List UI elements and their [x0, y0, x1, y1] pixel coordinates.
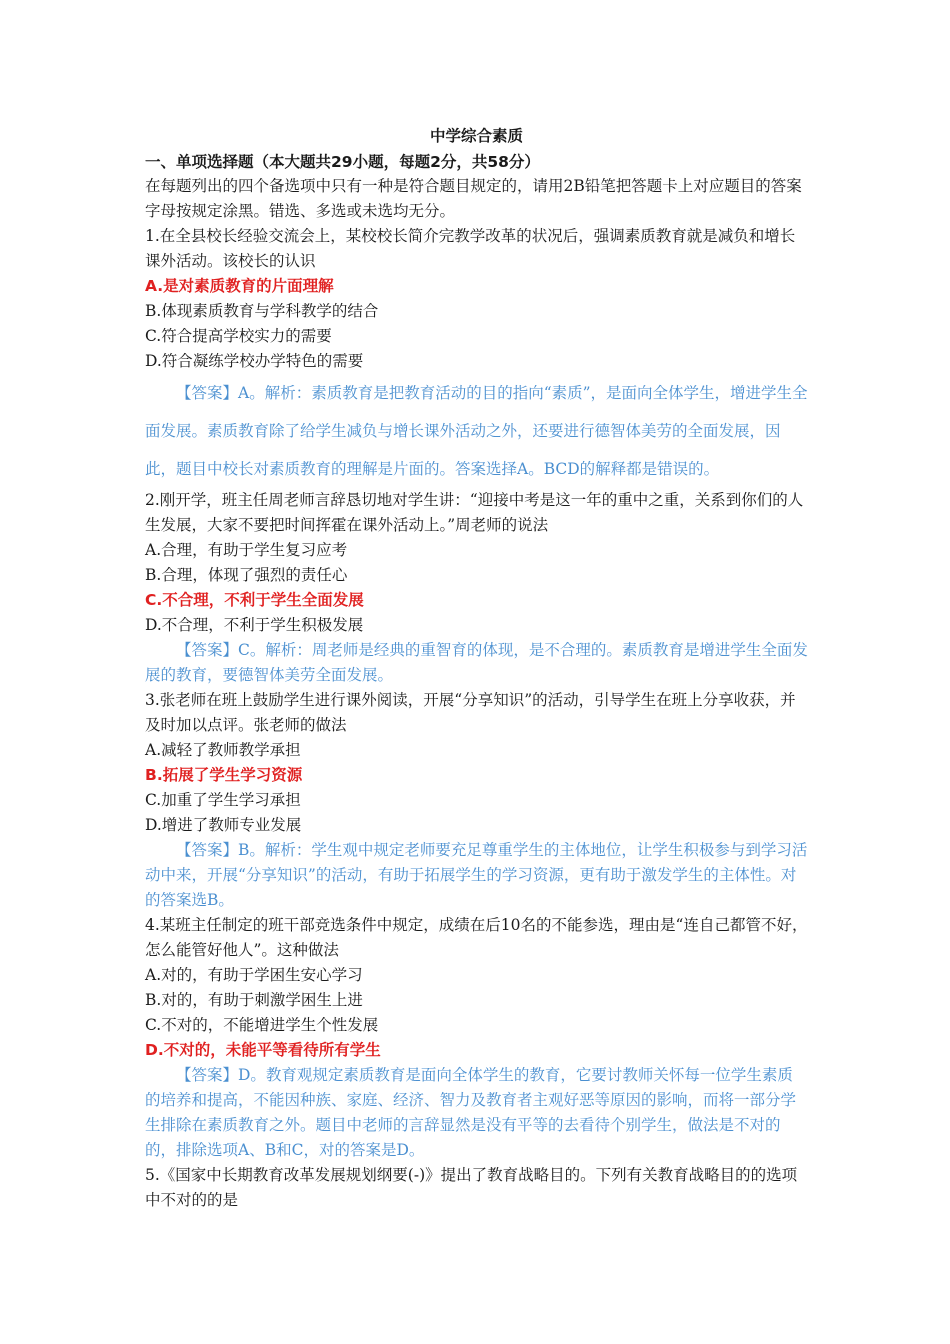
question-4	[145, 913, 808, 1163]
option-b: B.合理，体现了强烈的责任心	[145, 566, 348, 584]
option-a: A.对的，有助于学困生安心学习	[145, 966, 363, 984]
option-a: A.合理，有助于学生复习应考	[145, 541, 348, 559]
option-c: C.不对的，不能增进学生个性发展	[145, 1016, 379, 1034]
question-stem: 4.某班主任制定的班干部竞选条件中规定，成绩在后10名的不能参选，理由是“连自己都管不好，怎么能管好他人”。这种做法	[145, 916, 808, 959]
option-b: B.体现素质教育与学科教学的结合	[145, 302, 379, 320]
question-5	[145, 1163, 808, 1213]
question-2	[145, 488, 808, 688]
option-b-correct: B.拓展了学生学习资源	[145, 766, 303, 784]
option-a: A.减轻了教师教学承担	[145, 741, 301, 759]
option-d: D.符合凝练学校办学特色的需要	[145, 352, 364, 370]
option-d: D.增进了教师专业发展	[145, 816, 302, 834]
option-d: D.不合理，不利于学生积极发展	[145, 616, 364, 634]
answer-explanation: 【答案】C。解析：周老师是经典的重智育的体现，是不合理的。素质教育是增进学生全面发展的教育，要德智体美劳全面发展。	[145, 641, 808, 684]
answer-explanation: 【答案】B。解析：学生观中规定老师要充足尊重学生的主体地位，让学生积极参与到学习活动中来，开展“分享知识”的活动，有助于拓展学生的学习资源，更有助于激发学生的主体性。对的答案选B。	[145, 841, 808, 909]
section-instructions: 在每题列出的四个备选项中只有一种是符合题目规定的，请用2B铅笔把答题卡上对应题目的答案字母按规定涂黑。错选、多选或未选均无分。	[145, 177, 802, 220]
option-a-correct: A.是对素质教育的片面理解	[145, 277, 334, 295]
question-1	[145, 224, 808, 488]
page-title: 中学综合素质	[429, 127, 523, 145]
answer-explanation: 【答案】A。解析：素质教育是把教育活动的目的指向“素质”，是面向全体学生，增进学生全面发展。素质教育除了给学生减负与增长课外活动之外，还要进行德智体美劳的全面发展，因此，题目中校长对素质教育的理解是片面的。答案选择A。BCD的解释都是错误的。	[145, 384, 808, 478]
question-stem: 5.《国家中长期教育改革发展规划纲要(-)》提出了教育战略目的。下列有关教育战略目的的选项中不对的的是	[145, 1166, 798, 1209]
option-c: C.符合提高学校实力的需要	[145, 327, 332, 345]
option-b: B.对的，有助于刺激学困生上进	[145, 991, 363, 1009]
option-c-correct: C.不合理，不利于学生全面发展	[145, 591, 364, 609]
answer-explanation: 【答案】D。教育观规定素质教育是面向全体学生的教育，它要讨教师关怀每一位学生素质的培养和提高，不能因种族、家庭、经济、智力及教育者主观好恶等原因的影响，而将一部分学生排除在素质教育之外。题目中老师的言辞显然是没有平等的去看待个别学生，做法是不对的的，排除选项A、B和C，对的答案是D。	[145, 1066, 797, 1159]
option-c: C.加重了学生学习承担	[145, 791, 301, 809]
option-d-correct: D.不对的，未能平等看待所有学生	[145, 1041, 381, 1059]
section-heading: 一、单项选择题（本大题共29小题，每题2分，共58分）	[145, 153, 540, 171]
question-stem: 3.张老师在班上鼓励学生进行课外阅读，开展“分享知识”的活动，引导学生在班上分享收获，并及时加以点评。张老师的做法	[145, 691, 796, 734]
question-3	[145, 688, 808, 913]
question-stem: 2.刚开学，班主任周老师言辞恳切地对学生讲：“迎接中考是这一年的重中之重，关系到你们的人生发展，大家不要把时间挥霍在课外活动上。”周老师的说法	[145, 491, 804, 534]
question-stem: 1.在全县校长经验交流会上，某校校长简介完教学改革的状况后，强调素质教育就是减负和增长课外活动。该校长的认识	[145, 227, 796, 270]
